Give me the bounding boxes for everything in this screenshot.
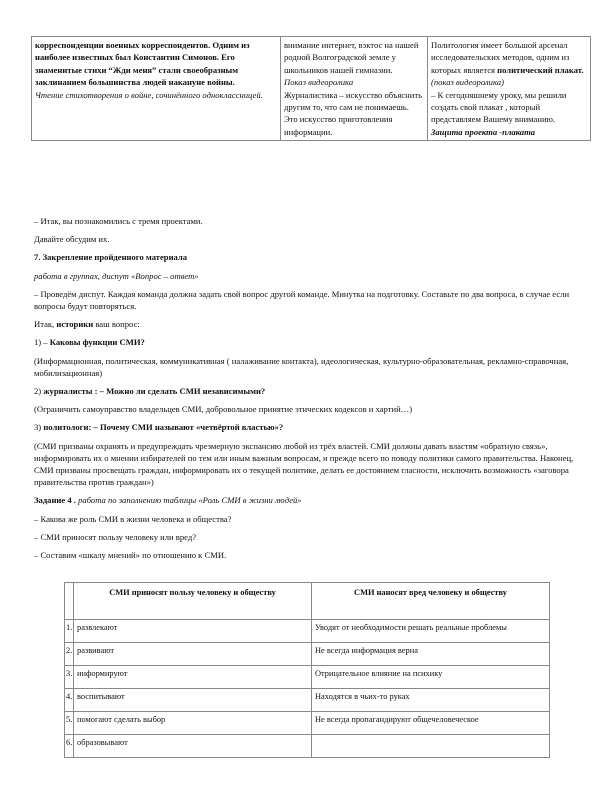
work-method: работа в группах, диспут «Вопрос – ответ»: [34, 270, 199, 281]
question-1: 1) – Каковы функции СМИ?: [34, 337, 145, 348]
projects-table: [31, 36, 591, 141]
journalism-project-text: внимание интернет, вэктос на нашей родной Волгоградской земле у школьников нашей гимназии.: [284, 40, 419, 75]
answer-2: (Ограничить самоуправство владельцев СМИ, добровольное принятие этических кодексов и хартий…): [34, 404, 413, 415]
projects-table-cell-politology: [428, 37, 591, 141]
dispute-instructions: – Проведём диспут. Каждая команда должна задать свой вопрос другой команде. Минутка на подготовку. Составьте по два вопроса, в случае если вопросы будут повторяться.: [34, 288, 570, 312]
media-role-table: [64, 582, 550, 758]
harm-cell: Находятся в чьих-то руках: [312, 689, 550, 712]
summary-line: – Итак, вы познакомились с тремя проектами.: [34, 216, 203, 226]
benefit-cell: воспитывают: [74, 689, 312, 712]
harm-cell: Не всегда пропагандируют общечеловеческое: [312, 712, 550, 735]
benefit-question: – СМИ приносят пользу человеку или вред?: [34, 531, 197, 542]
harm-cell: Не всегда информация верна: [312, 643, 550, 666]
header-harm: СМИ наносят вред человеку и обществу: [312, 583, 550, 620]
table-row: 3. информируют Отрицательное влияние на психику: [65, 666, 550, 689]
projects-table-cell-history: [32, 37, 281, 141]
politology-project-text: Политология имеет большой арсенал исследовательских методов, одним из которых является: [431, 40, 570, 75]
harm-cell: Отрицательное влияние на психику: [312, 666, 550, 689]
harm-cell: [312, 735, 550, 758]
discuss-line: Давайте обсудим их.: [34, 234, 110, 245]
lesson-body: [34, 215, 582, 561]
benefit-cell: информируют: [74, 666, 312, 689]
historians-question-intro: Итак, историки ваш вопрос:: [34, 319, 140, 330]
benefit-cell: развивают: [74, 643, 312, 666]
question-3: 3) политологи: – Почему СМИ называют «четвёртой властью»?: [34, 422, 284, 433]
history-project-text: корреспонденции военных корреспондентов. Одним из наиболее известных был Константин Симонов. Его знаменитые стихи “Жди меня” стали своеобразным заклинанием большинства людей накануне войны.: [35, 40, 250, 88]
table-row: 6. образовывают: [65, 735, 550, 758]
task-4: Задание 4 . работа по заполнению таблицы «Роль СМИ в жизни людей»: [34, 495, 302, 506]
role-question: – Какова же роль СМИ в жизни человека и общества?: [34, 513, 232, 524]
politology-video-note: (показ видеоролика): [431, 77, 504, 88]
media-role-table-header: [65, 583, 550, 620]
history-project-note: Чтение стихотворения о войне, сочинённого одноклассницей.: [35, 89, 263, 100]
answer-3: (СМИ призваны охранять и предупреждать чрезмерную экспансию любой из трёх властей. СМИ должны давать властям «обратную связь», информировать их о мнении избирателей по тем или иным важным вопросам, и прежде всего по поводу политики самого правительства. Наконец, СМИ призваны просвещать граждан, информировать их о текущей политике, делать ее достоянием гласности, исключить возможность «заговора правительства против граждан»): [34, 440, 574, 488]
table-row: 4. воспитывают Находятся в чьих-то руках: [65, 689, 550, 712]
benefit-cell: развлекают: [74, 620, 312, 643]
projects-table-cell-journalism: [281, 37, 428, 141]
harm-cell: Уводят от необходимости решать реальные проблемы: [312, 620, 550, 643]
opinion-scale-line: – Составим «шкалу мнений» по отношению к СМИ.: [34, 550, 227, 561]
politology-poster-term: политический плакат.: [497, 64, 584, 75]
journalism-definition: Журналистика – искусство объяснить другим то, что сам не понимаешь.: [284, 89, 423, 113]
table-row: 2. развивают Не всегда информация верна: [65, 643, 550, 666]
answer-1: (Информационная, политическая, коммуникативная ( налаживание контакта), идеологическая, культурно-образовательная, рекламно-справочная, мобилизационная): [34, 355, 569, 378]
historians-label: историки: [56, 319, 94, 330]
journalism-video-note: Показ видеоролика: [284, 77, 354, 88]
table-row: 5. помогают сделать выбор Не всегда пропагандируют общечеловеческое: [65, 712, 550, 735]
politology-poster-text: – К сегодняшнему уроку, мы решили создать свой плакат , который представляем Вашему вниманию.: [431, 89, 567, 125]
benefit-cell: образовывают: [74, 735, 312, 758]
header-benefit: СМИ приносят пользу человеку и обществу: [74, 583, 312, 620]
journalism-art: Это искусство приготовления информации.: [284, 114, 393, 137]
politology-poster-defense: Защита проекта -плаката: [431, 126, 536, 137]
benefit-cell: помогают сделать выбор: [74, 712, 312, 735]
question-2: 2) журналисты : – Можно ли сделать СМИ независимыми?: [34, 386, 266, 397]
table-row: 1. развлекают Уводят от необходимости решать реальные проблемы: [65, 620, 550, 643]
section-heading-7: 7. Закрепление пройденного материала: [34, 252, 188, 263]
